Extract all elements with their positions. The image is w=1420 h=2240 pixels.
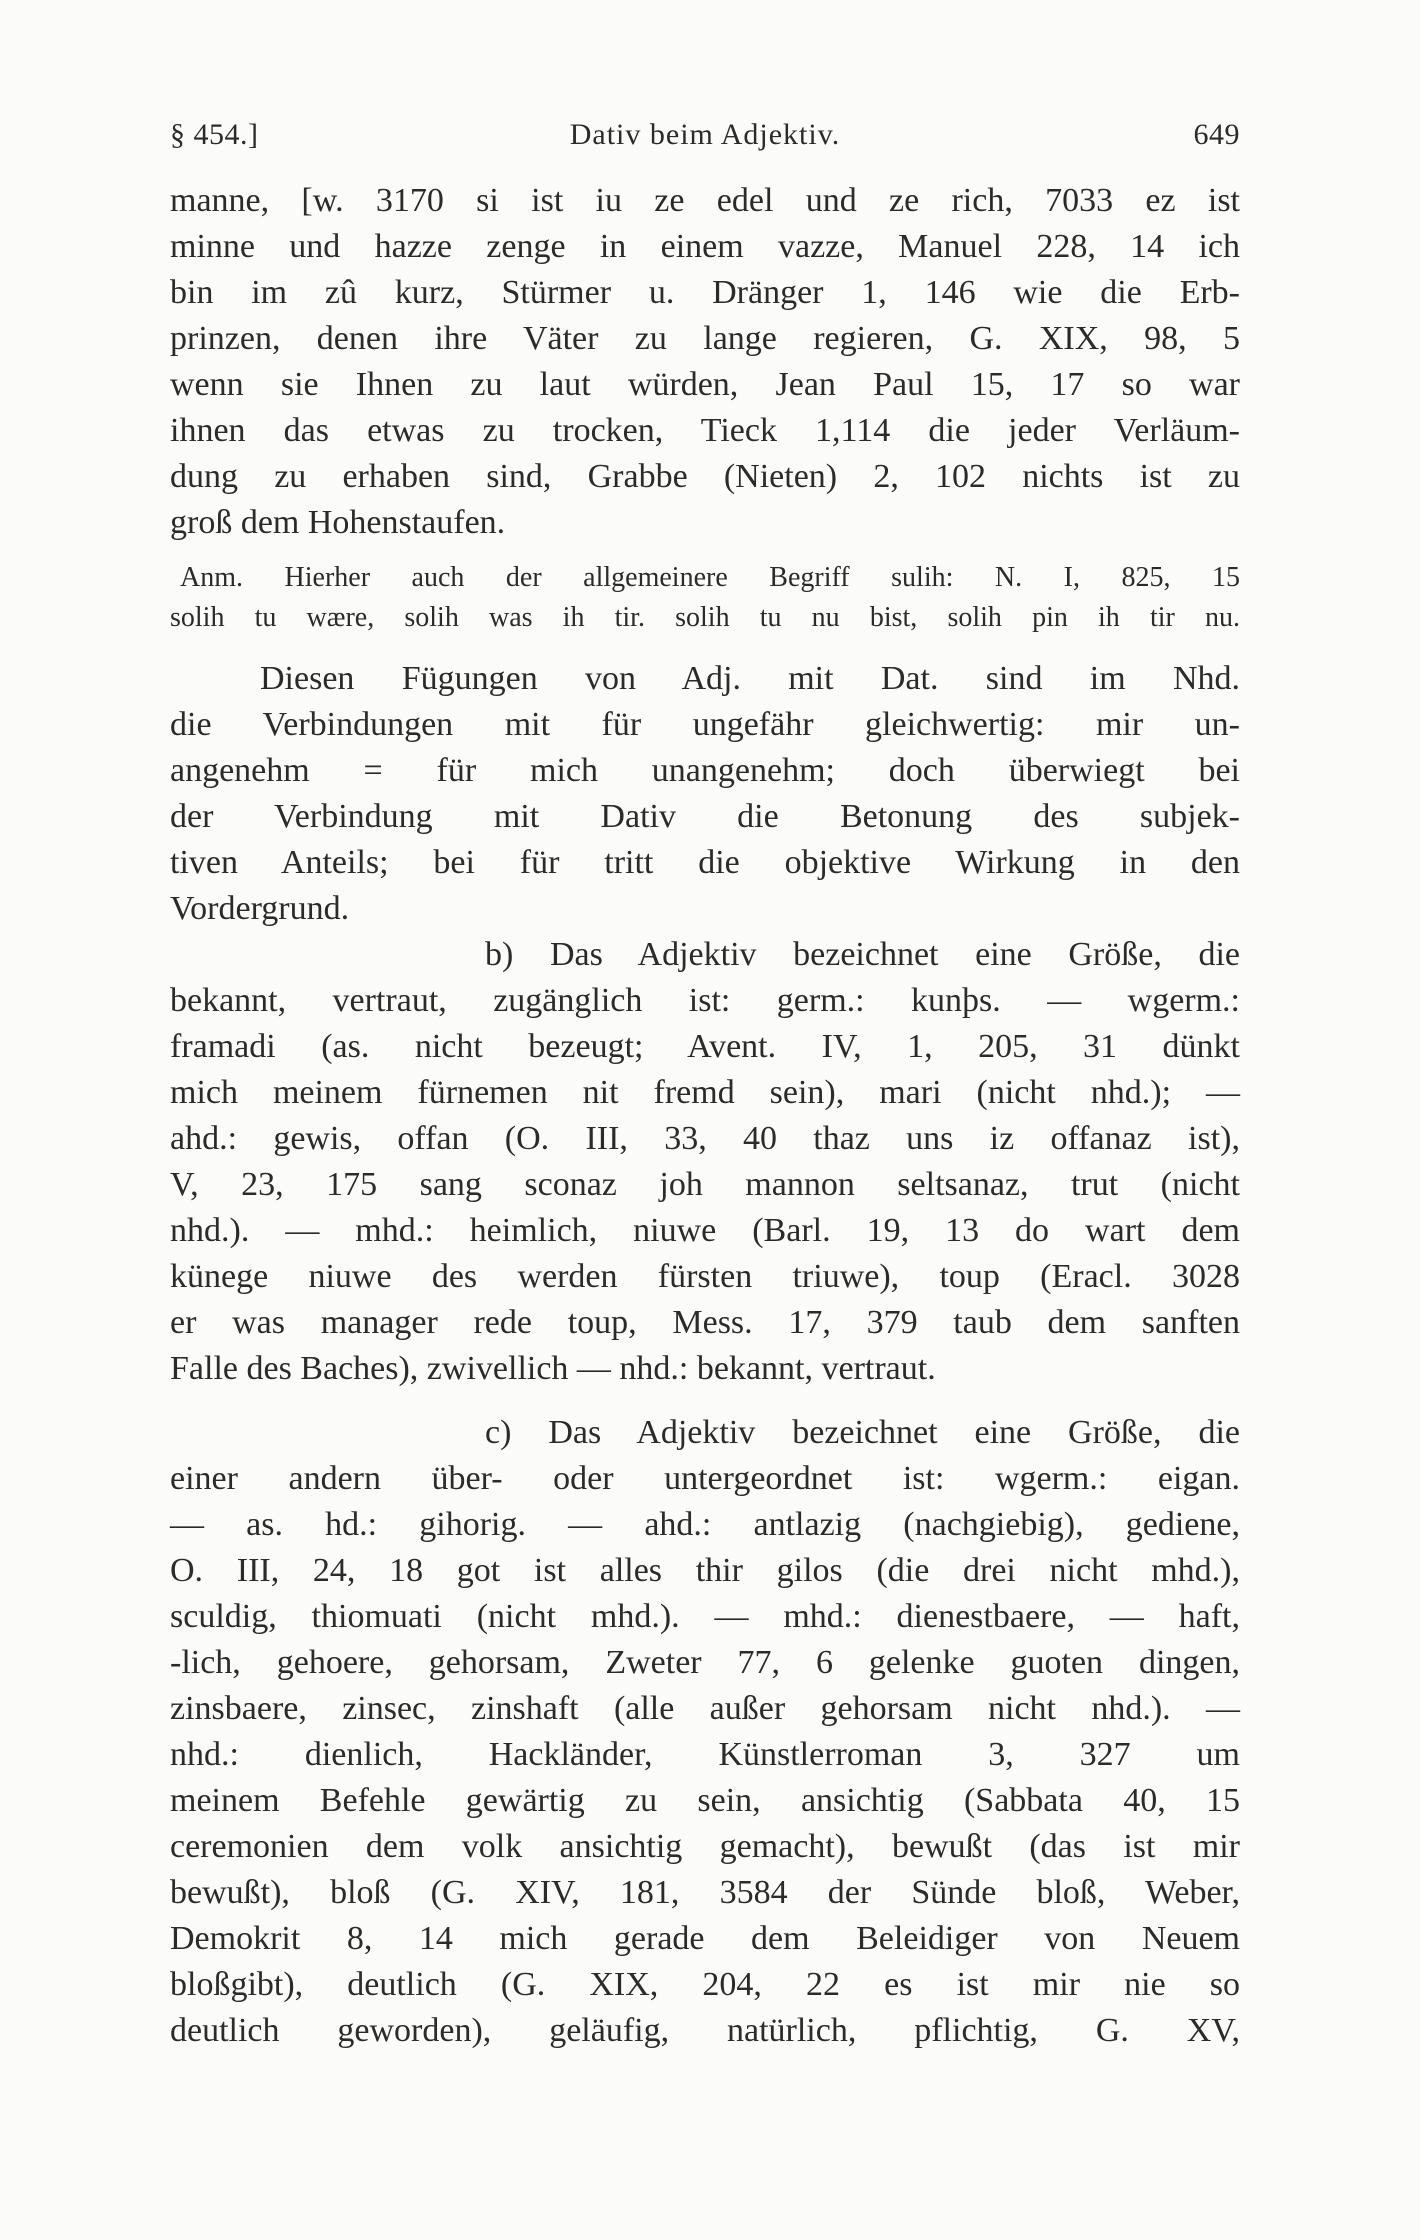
text-line: er was manager rede toup, Mess. 17, 379 taub dem sanften [170, 1304, 1240, 1341]
text-line: deutlich geworden), geläufig, natürlich, pflichtig, G. XV, [170, 2012, 1240, 2049]
text-line: prinzen, denen ihre Väter zu lange regieren, G. XIX, 98, 5 [170, 320, 1240, 357]
text-line: künege niuwe des werden fürsten triuwe), toup (Eracl. 3028 [170, 1258, 1240, 1295]
page-body [170, 178, 1240, 2054]
text-line: tiven Anteils; bei für tritt die objektive Wirkung in den [170, 844, 1240, 881]
text-line: bloßgibt), deutlich (G. XIX, 204, 22 es ist mir nie so [170, 1966, 1240, 2003]
annotation-line: solih tu wære, solih was ih tir. solih tu nu bist, solih pin ih tir nu. [170, 602, 1240, 633]
text-line: b) Das Adjektiv bezeichnet eine Größe, die [485, 936, 1240, 973]
text-line: einer andern über- oder untergeordnet ist: wgerm.: eigan. [170, 1460, 1240, 1497]
text-line: manne, [w. 3170 si ist iu ze edel und ze rich, 7033 ez ist [170, 182, 1240, 219]
text-line: ihnen das etwas zu trocken, Tieck 1,114 die jeder Verläum- [170, 412, 1240, 449]
text-line: nhd.). — mhd.: heimlich, niuwe (Barl. 19, 13 do wart dem [170, 1212, 1240, 1249]
running-header [170, 118, 1240, 168]
text-line: wenn sie Ihnen zu laut würden, Jean Paul 15, 17 so war [170, 366, 1240, 403]
text-line: angenehm = für mich unangenehm; doch überwiegt bei [170, 752, 1240, 789]
text-line: — as. hd.: gihorig. — ahd.: antlazig (nachgiebig), gediene, [170, 1506, 1240, 1543]
running-title: Dativ beim Adjektiv. [569, 118, 841, 151]
text-line: nhd.: dienlich, Hackländer, Künstlerroman 3, 327 um [170, 1736, 1240, 1773]
text-line: der Verbindung mit Dativ die Betonung des subjek- [170, 798, 1240, 835]
text-line: mich meinem fürnemen nit fremd sein), mari (nicht nhd.); — [170, 1074, 1240, 1111]
annotation-line: Anm. Hierher auch der allgemeinere Begriff sulih: N. I, 825, 15 [180, 562, 1240, 593]
text-line: sculdig, thiomuati (nicht mhd.). — mhd.: dienestbaere, — haft, [170, 1598, 1240, 1635]
text-line: c) Das Adjektiv bezeichnet eine Größe, die [485, 1414, 1240, 1451]
text-line: bekannt, vertraut, zugänglich ist: germ.: kunþs. — wgerm.: [170, 982, 1240, 1019]
text-line: ahd.: gewis, offan (O. III, 33, 40 thaz uns iz offanaz ist), [170, 1120, 1240, 1157]
page-number: 649 [1193, 118, 1240, 151]
text-line: V, 23, 175 sang sconaz joh mannon seltsanaz, trut (nicht [170, 1166, 1240, 1203]
text-line: O. III, 24, 18 got ist alles thir gilos (die drei nicht mhd.), [170, 1552, 1240, 1589]
text-line: die Verbindungen mit für ungefähr gleichwertig: mir un- [170, 706, 1240, 743]
text-line: ceremonien dem volk ansichtig gemacht), bewußt (das ist mir [170, 1828, 1240, 1865]
text-line: groß dem Hohenstaufen. [170, 504, 506, 541]
text-line: meinem Befehle gewärtig zu sein, ansichtig (Sabbata 40, 15 [170, 1782, 1240, 1819]
text-line: framadi (as. nicht bezeugt; Avent. IV, 1, 205, 31 dünkt [170, 1028, 1240, 1065]
text-line: Vordergrund. [170, 890, 350, 927]
section-number: § 454.] [170, 118, 259, 151]
text-line: bin im zû kurz, Stürmer u. Dränger 1, 146 wie die Erb- [170, 274, 1240, 311]
text-line: minne und hazze zenge in einem vazze, Manuel 228, 14 ich [170, 228, 1240, 265]
text-line: Falle des Baches), zwivellich — nhd.: bekannt, vertraut. [170, 1350, 936, 1387]
text-line: dung zu erhaben sind, Grabbe (Nieten) 2, 102 nichts ist zu [170, 458, 1240, 495]
text-line: zinsbaere, zinsec, zinshaft (alle außer gehorsam nicht nhd.). — [170, 1690, 1240, 1727]
text-line: Demokrit 8, 14 mich gerade dem Beleidiger von Neuem [170, 1920, 1240, 1957]
text-line: bewußt), bloß (G. XIV, 181, 3584 der Sünde bloß, Weber, [170, 1874, 1240, 1911]
text-line: -lich, gehoere, gehorsam, Zweter 77, 6 gelenke guoten dingen, [170, 1644, 1240, 1681]
text-line: Diesen Fügungen von Adj. mit Dat. sind im Nhd. [260, 660, 1240, 697]
